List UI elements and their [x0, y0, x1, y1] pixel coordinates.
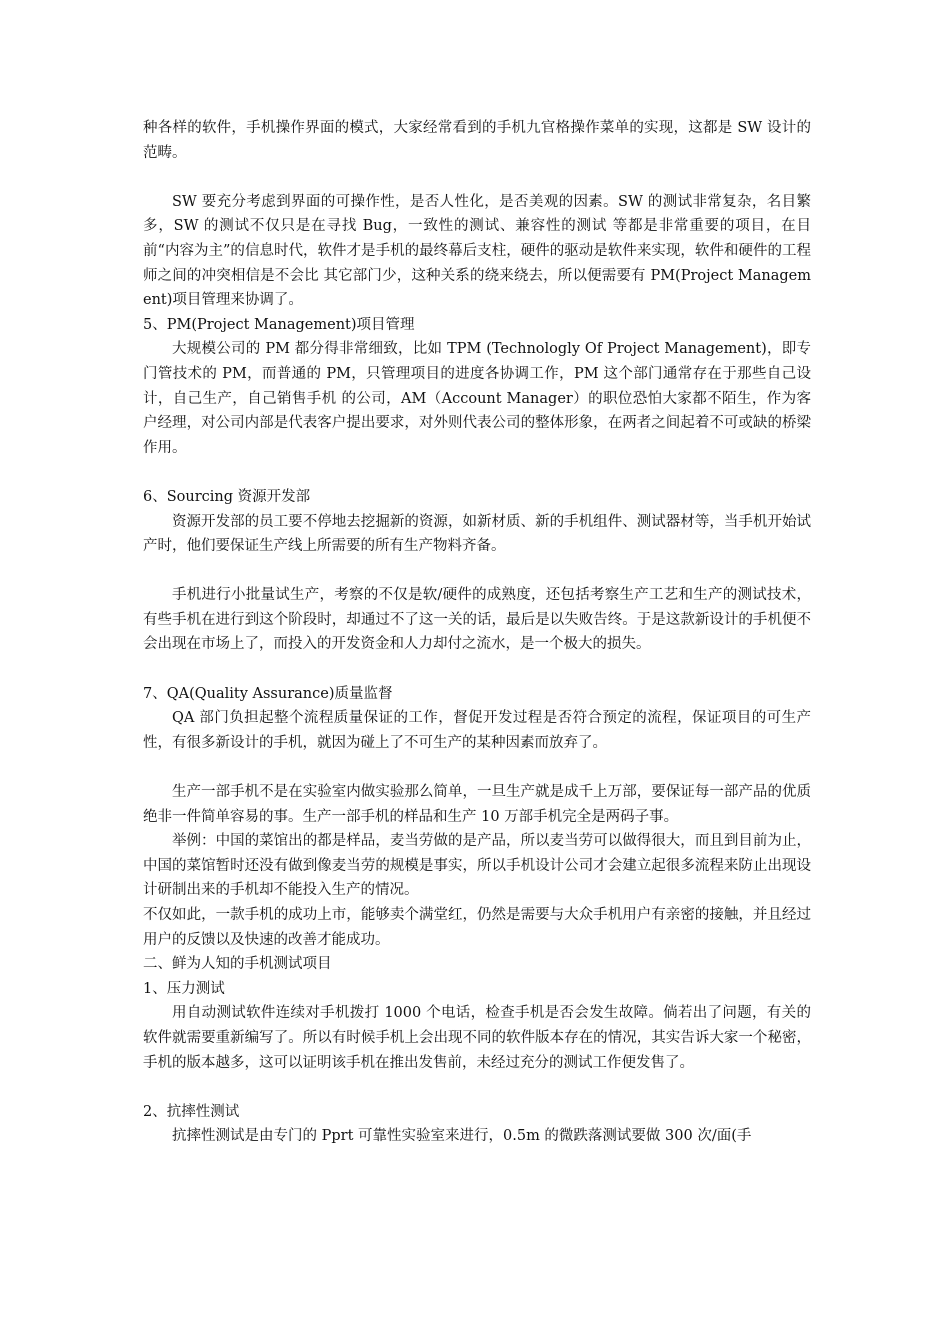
paragraph-gap	[143, 1075, 811, 1100]
paragraph-gap	[143, 559, 811, 584]
paragraph-trial-production: 手机进行小批量试生产，考察的不仅是软/硬件的成熟度，还包括考察生产工艺和生产的测试技术，有些手机在进行到这个阶段时，却通过不了这一关的话，最后是以失败告终。于是这款新设计的手机便不会出现在市场上了，而投入的开发资金和人力却付之流水，是一个极大的损失。	[143, 587, 811, 653]
paragraph-market-success: 不仅如此，一款手机的成功上市，能够卖个满堂红，仍然是需要与大众手机用户有亲密的接触，并且经过用户的反馈以及快速的改善才能成功。	[143, 907, 811, 948]
chapter-heading-testing: 二、鲜为人知的手机测试项目	[143, 956, 332, 973]
paragraph-qa: QA 部门负担起整个流程质量保证的工作，督促开发过程是否符合预定的流程，保证项目的可生产性，有很多新设计的手机，就因为碰上了不可生产的某种因素而放弃了。	[143, 710, 811, 751]
paragraph-stress-test: 用自动测试软件连续对手机拨打 1000 个电话，检查手机是否会发生故障。倘若出了问题，有关的软件就需要重新编写了。所以有时候手机上会出现不同的软件版本存在的情况，其实告诉大家一个秘密，手机的版本越多，这可以证明该手机在推出发售前，未经过充分的测试工作便发售了。	[143, 1005, 811, 1071]
paragraph-drop-test: 抗摔性测试是由专门的 Pprt 可靠性实验室来进行，0.5m 的微跌落测试要做 300 次/面(手	[172, 1128, 752, 1145]
paragraph-mass-production: 生产一部手机不是在实验室内做实验那么简单，一旦生产就是成千上万部，要保证每一部产品的优质绝非一件简单容易的事。生产一部手机的样品和生产 10 万部手机完全是两码子事。	[143, 784, 811, 825]
section-heading-drop-test: 2、抗摔性测试	[143, 1103, 240, 1120]
section-heading-sourcing: 6、Sourcing 资源开发部	[143, 488, 311, 505]
paragraph-pm: 大规模公司的 PM 都分得非常细致，比如 TPM (Technologly Of Project Management)，即专门管技术的 PM，而普通的 PM，只管理项目的进度各协调工作，PM 这个部门通常存在于那些自己设计，自己生产，自己销售手机 的公司，AM（Account Manager）的职位恐怕大家都不陌生，作为客户经理，对公司内部是代表客户提出要求，对外则代表公司的整体形象，在两者之间起着不可或缺的桥梁作用。	[143, 341, 811, 456]
document-page	[143, 116, 811, 1149]
paragraph-sourcing: 资源开发部的员工要不停地去挖掘新的资源，如新材质、新的手机组件、测试器材等，当手机开始试产时，他们要保证生产线上所需要的所有生产物料齐备。	[143, 513, 811, 555]
paragraph-gap	[143, 755, 811, 780]
paragraph-gap	[143, 657, 811, 682]
section-heading-stress-test: 1、压力测试	[143, 980, 225, 997]
paragraph-sw-testing: SW 要充分考虑到界面的可操作性，是否人性化，是否美观的因素。SW 的测试非常复杂，名目繁多，SW 的测试不仅只是在寻找 Bug，一致性的测试、兼容性的测试 等都是非常重要的项目，在目前“内容为主”的信息时代，软件才是手机的最终幕后支柱，硬件的驱动是软件来实现，软件和硬件的工程师之间的冲突相信是不会比 其它部门少，这种关系的绕来绕去，所以便需要有 PM(Project Management)项目管理来协调了。	[143, 193, 811, 309]
paragraph-gap	[143, 165, 811, 190]
section-heading-qa: 7、QA(Quality Assurance)质量监督	[143, 685, 393, 702]
paragraph-gap	[143, 460, 811, 485]
section-heading-pm: 5、PM(Project Management)项目管理	[143, 316, 415, 333]
paragraph-example: 举例：中国的菜馆出的都是样品，麦当劳做的是产品，所以麦当劳可以做得很大，而且到目前为止，中国的菜馆暂时还没有做到像麦当劳的规模是事实，所以手机设计公司才会建立起很多流程来防止出现设计研制出来的手机却不能投入生产的情况。	[143, 833, 811, 899]
paragraph-sw-design-scope: 种各样的软件，手机操作界面的模式，大家经常看到的手机九官格操作菜单的实现，这都是 SW 设计的范畴。	[143, 120, 811, 161]
